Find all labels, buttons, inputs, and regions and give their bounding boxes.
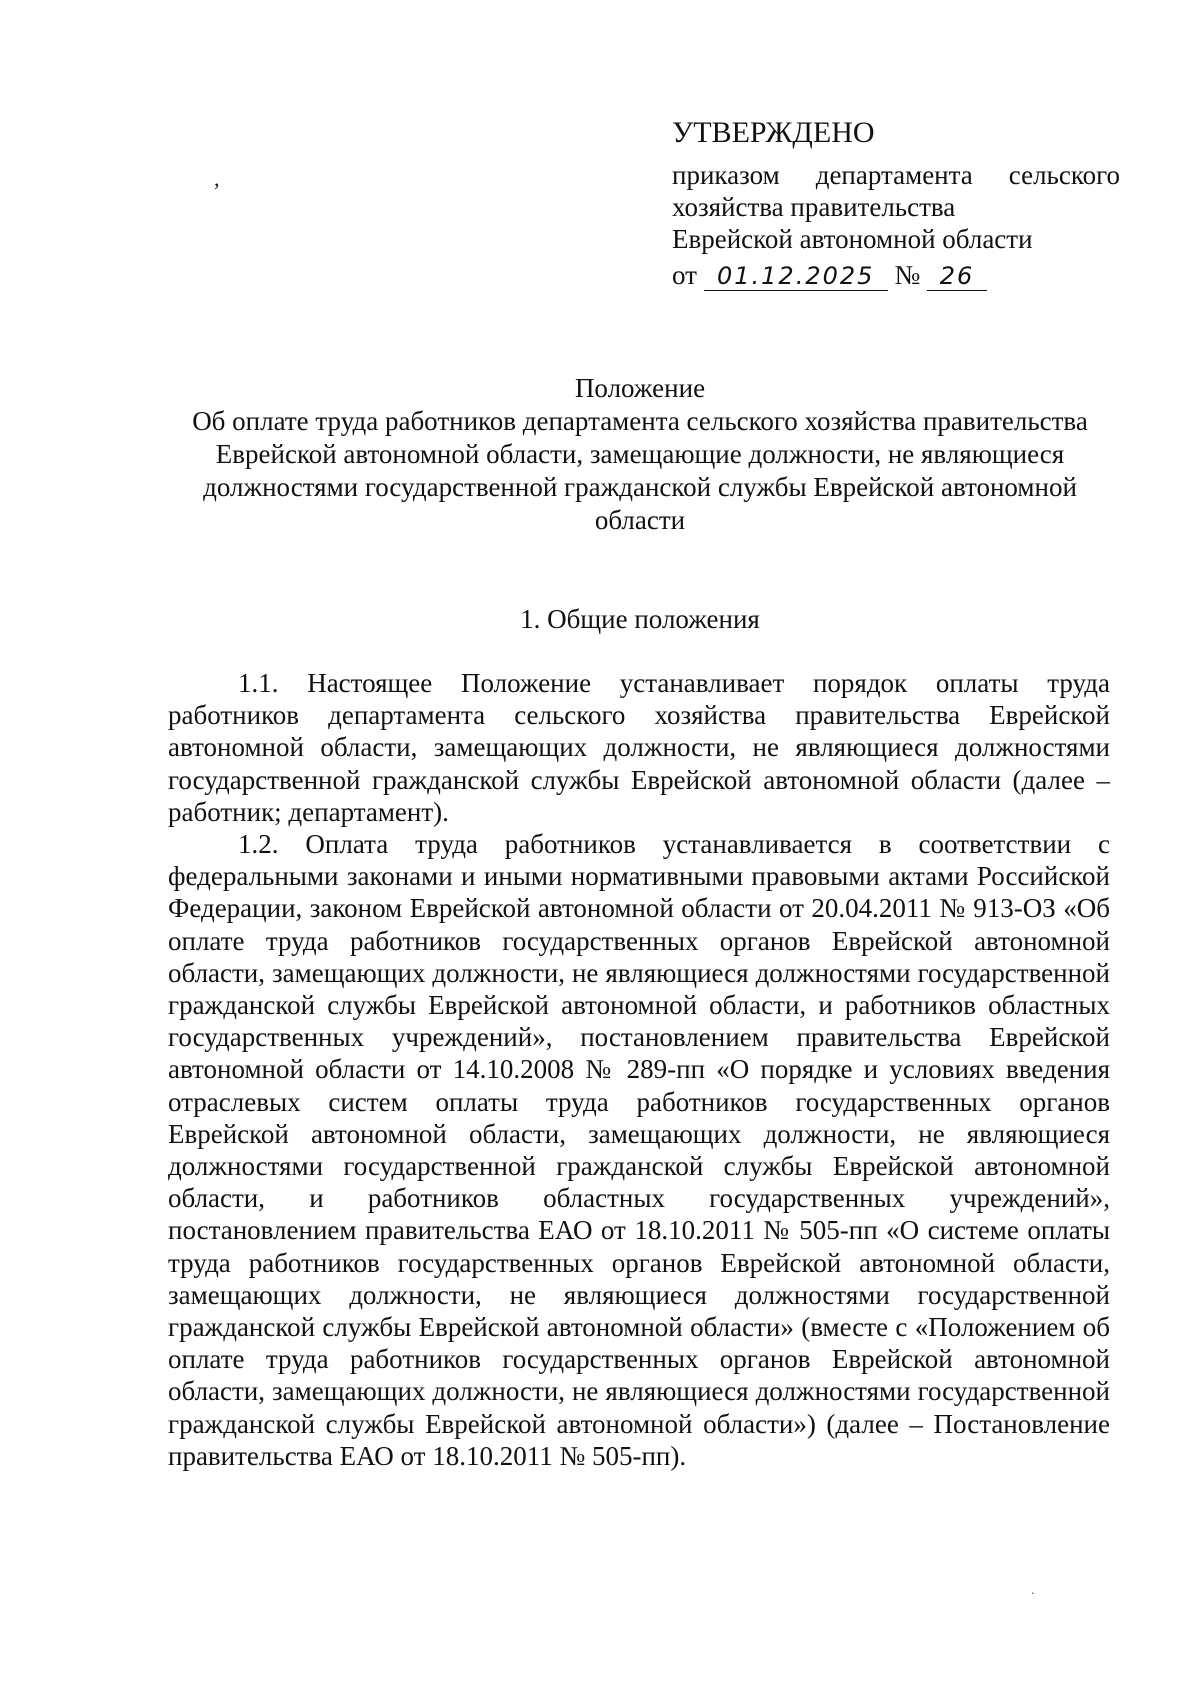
number-label: №: [894, 260, 921, 290]
handwritten-number: 26: [927, 262, 987, 291]
scan-mark: .: [1031, 1583, 1035, 1598]
document-subtitle: Об оплате труда работников департамента сельского хозяйства правительства Еврейской автономной области, замещающие должности, не являющиеся должностями государственной гражданской службы Еврейской автономной области: [192, 406, 1088, 535]
document-heading: Положение: [574, 373, 706, 403]
approval-line: приказом департамента сельского: [672, 160, 1120, 190]
handwritten-date: 01.12.2025: [704, 262, 888, 291]
scan-mark: ,: [214, 166, 220, 191]
date-prefix: от: [672, 260, 697, 290]
approval-line: хозяйства правительства: [672, 192, 956, 222]
document-title-block: [165, 372, 1115, 537]
paragraph: 1.1. Настоящее Положение устанавливает порядок оплаты труда работников департамента сельского хозяйства правительства Еврейской автономной области, замещающих должности, не являющиеся должностями государственной гражданской службы Еврейской автономной области (далее – работник; департамент).: [168, 668, 1110, 827]
approval-title: УТВЕРЖДЕНО: [672, 116, 875, 149]
section-title: 1. Общие положения: [520, 604, 760, 634]
document-body: [168, 667, 1110, 1472]
paragraph: 1.2. Оплата труда работников устанавливается в соответствии с федеральными законами и иными нормативными правовыми актами Российской Федерации, законом Еврейской автономной области от 20.04.2011 № 913-ОЗ «Об оплате труда работников государственных органов Еврейской автономной области, замещающих должности, не являющиеся должностями государственной гражданской службы Еврейской автономной области, и работников областных государственных учреждений», постановлением правительства Еврейской автономной области от 14.10.2008 № 289-пп «О порядке и условиях введения отраслевых систем оплаты труда работников государственных органов Еврейской автономной области, замещающих должности, не являющиеся должностями государственной гражданской службы Еврейской автономной области, и работников областных государственных учреждений», постановлением правительства ЕАО от 18.10.2011 № 505-пп «О системе оплаты труда работников государственных органов Еврейской автономной области, замещающих должности, не являющиеся должностями государственной гражданской службы Еврейской автономной области» (вместе с «Положением об оплате труда работников государственных органов Еврейской автономной области, замещающих должности, не являющиеся должностями государственной гражданской службы Еврейской автономной области») (далее – Постановление правительства ЕАО от 18.10.2011 № 505-пп).: [168, 829, 1110, 1471]
approval-stamp-block: [672, 113, 1120, 291]
approval-line: Еврейской автономной области: [672, 224, 1033, 254]
approval-date-line: [672, 259, 1120, 291]
